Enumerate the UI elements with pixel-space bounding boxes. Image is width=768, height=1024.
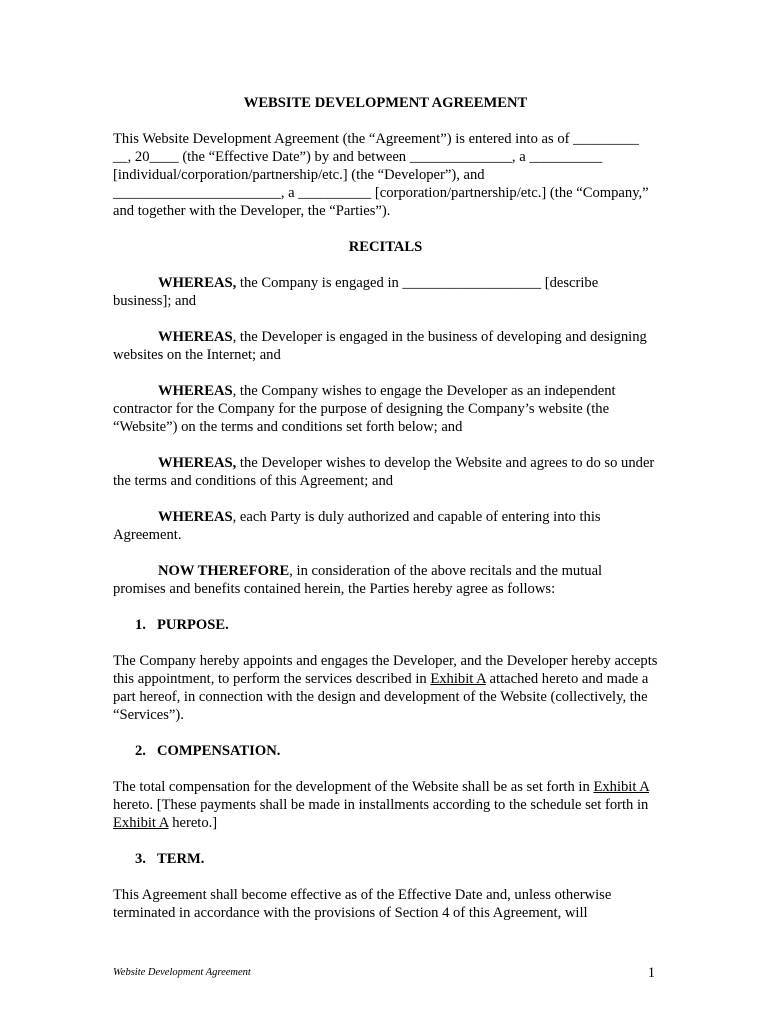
section-text: The Company hereby appoints and engages the Developer, and the Developer hereby accepts this appointment, to perform the services described in: [113, 653, 658, 687]
intro-paragraph: This Website Development Agreement (the “Agreement”) is entered into as of _________ __, 20____ (the “Effective Date”) by and between ______________, a __________ [individual/corporation/partnership/etc.] (the “Developer”), and _______________________, a __________ [corporation/partnership/etc.] (the “Company,” and together with the Developer, the “Parties”).: [113, 131, 649, 219]
recital-lead: WHEREAS,: [158, 275, 237, 291]
recital-paragraph: [113, 454, 658, 490]
section-paragraph-compensation: [113, 778, 658, 832]
section-text: hereto. [These payments shall be made in installments according to the schedule set forth in: [113, 797, 649, 813]
section-heading-compensation: [113, 742, 658, 760]
recitals-heading: RECITALS: [348, 239, 423, 255]
recital-text: , the Company wishes to engage the Developer as an independent contractor for the Company for the purpose of designing the Company’s website (the “Website”) on the terms and conditions set forth below; and: [113, 383, 616, 435]
section-heading-term: [113, 850, 658, 868]
recital-paragraph: [113, 508, 658, 544]
recital-paragraph: [113, 328, 658, 364]
section-text: hereto.]: [168, 815, 218, 831]
now-therefore-lead: NOW THEREFORE: [158, 563, 290, 579]
section-title: COMPENSATION.: [157, 743, 281, 759]
recital-text: , the Developer is engaged in the business of developing and designing websites on the Internet; and: [113, 329, 647, 363]
recital-lead: WHEREAS: [158, 383, 233, 399]
section-number: 1.: [135, 617, 146, 633]
footer-document-name: Website Development Agreement: [113, 967, 251, 978]
recital-paragraph: [113, 382, 658, 436]
section-heading-purpose: [113, 616, 658, 634]
exhibit-a-reference: Exhibit A: [593, 779, 649, 795]
footer-page-number: 1: [647, 965, 655, 981]
section-title: PURPOSE.: [157, 617, 229, 633]
recital-lead: WHEREAS: [158, 329, 233, 345]
recital-paragraph: [113, 274, 658, 310]
section-text: attached hereto and made a part hereof, in connection with the design and development of the Website (collectively, the “Services”).: [113, 671, 649, 723]
section-number: 2.: [135, 743, 146, 759]
document-body: [113, 94, 658, 940]
section-paragraph-purpose: [113, 652, 658, 724]
now-therefore-text: , in consideration of the above recitals and the mutual promises and benefits contained herein, the Parties hereby agree as follows:: [113, 563, 603, 597]
now-therefore-paragraph: [113, 562, 658, 598]
recital-text: , each Party is duly authorized and capable of entering into this Agreement.: [113, 509, 601, 543]
recital-lead: WHEREAS,: [158, 455, 237, 471]
section-text: The total compensation for the development of the Website shall be as set forth in: [113, 779, 594, 795]
section-number: 3.: [135, 851, 146, 867]
exhibit-a-reference: Exhibit A: [430, 671, 486, 687]
exhibit-a-reference: Exhibit A: [113, 815, 169, 831]
document-title: WEBSITE DEVELOPMENT AGREEMENT: [243, 95, 528, 111]
recital-text: the Developer wishes to develop the Website and agrees to do so under the terms and conditions of this Agreement; and: [113, 455, 655, 489]
recital-text: the Company is engaged in ___________________ [describe business]; and: [113, 275, 599, 309]
section-paragraph-term: This Agreement shall become effective as of the Effective Date and, unless otherwise terminated in accordance with the provisions of Section 4 of this Agreement, will: [113, 887, 612, 921]
recital-lead: WHEREAS: [158, 509, 233, 525]
section-title: TERM.: [157, 851, 205, 867]
